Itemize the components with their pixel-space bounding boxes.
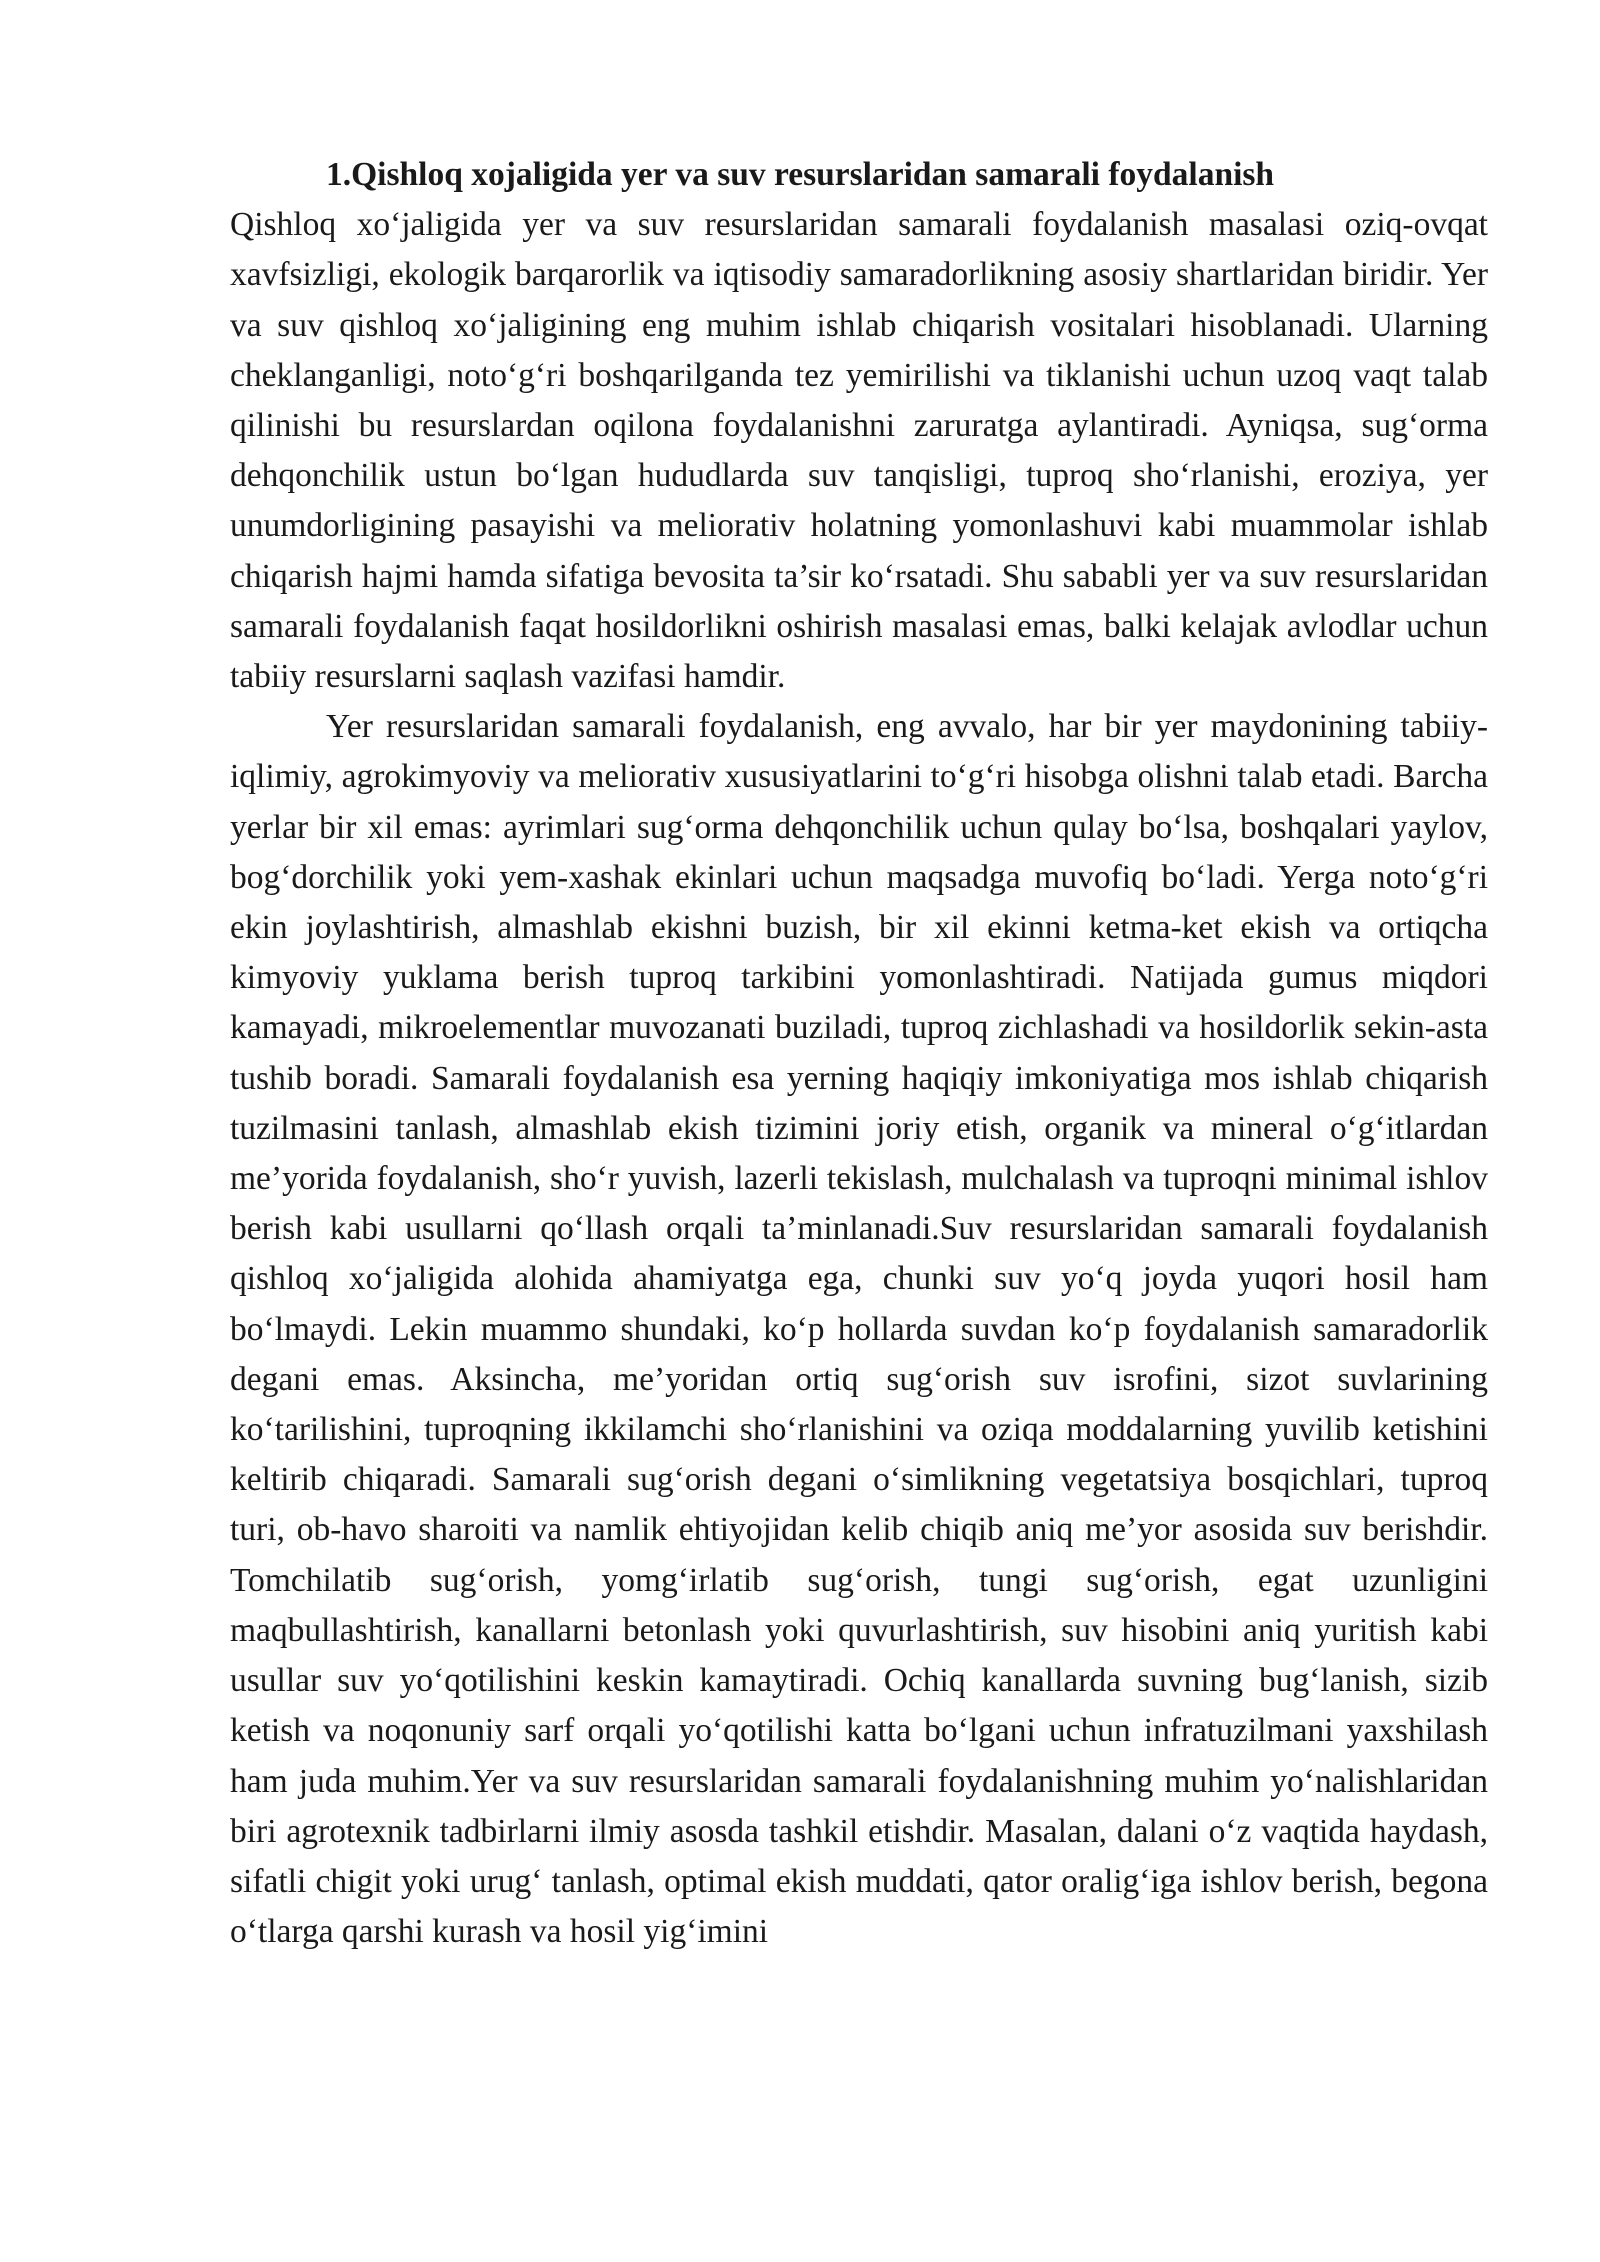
paragraph-land-water-resources: Yer resurslaridan samarali foydalanish, eng avvalo, har bir yer maydonining tabiiy-iqlimiy, agrokimyoviy va meliorativ xususiyatlarini to‘g‘ri hisobga olishni talab etadi. Barcha yerlar bir xil emas: ayrimlari sug‘orma dehqonchilik uchun qulay bo‘lsa, boshqalari yaylov, bog‘dorchilik yoki yem-xashak ekinlari uchun maqsadga muvofiq bo‘ladi. Yerga noto‘g‘ri ekin joylashtirish, almashlab ekishni buzish, bir xil ekinni ketma-ket ekish va ortiqcha kimyoviy yuklama berish tuproq tarkibini yomonlashtiradi. Natijada gumus miqdori kamayadi, mikroelementlar muvozanati buziladi, tuproq zichlashadi va hosildorlik sekin-asta tushib boradi. Samarali foydalanish esa yerning haqiqiy imkoniyatiga mos ishlab chiqarish tuzilmasini tanlash, almashlab ekish tizimini joriy etish, organik va mineral o‘g‘itlardan me’yorida foydalanish, sho‘r yuvish, lazerli tekislash, mulchalash va tuproqni minimal ishlov berish kabi usullarni qo‘llash orqali ta’minlanadi.Suv resurslaridan samarali foydalanish qishloq xo‘jaligida alohida ahamiyatga ega, chunki suv yo‘q joyda yuqori hosil ham bo‘lmaydi. Lekin muammo shundaki, ko‘p hollarda suvdan ko‘p foydalanish samaradorlik degani emas. Aksincha, me’yoridan ortiq sug‘orish suv isrofini, sizot suvlarining ko‘tarilishini, tuproqning ikkilamchi sho‘rlanishini va oziqa moddalarning yuvilib ketishini keltirib chiqaradi. Samarali sug‘orish degani o‘simlikning vegetatsiya bosqichlari, tuproq turi, ob-havo sharoiti va namlik ehtiyojidan kelib chiqib aniq me’yor asosida suv berishdir. Tomchilatib sug‘orish, yomg‘irlatib sug‘orish, tungi sug‘orish, egat uzunligini maqbullashtirish, kanallarni betonlash yoki quvurlashtirish, suv hisobini aniq yuritish kabi usullar suv yo‘qotilishini keskin kamaytiradi. Ochiq kanallarda suvning bug‘lanish, sizib ketish va noqonuniy sarf orqali yo‘qotilishi katta bo‘lgani uchun infratuzilmani yaxshilash ham juda muhim.Yer va suv resurslaridan samarali foydalanishning muhim yo‘nalishlaridan biri agrotexnik tadbirlarni ilmiy asosda tashkil etishdir. Masalan, dalani o‘z vaqtida haydash, sifatli chigit yoki urug‘ tanlash, optimal ekish muddati, qator oralig‘iga ishlov berish, begona o‘tlarga qarshi kurash va hosil yig‘imini — [230, 708, 1488, 1951]
document-title: 1.Qishloq xojaligida yer va suv resurslaridan samarali foydalanish — [326, 156, 1275, 193]
document-page — [230, 150, 1488, 1957]
paragraph-intro: Qishloq xo‘jaligida yer va suv resurslaridan samarali foydalanish masalasi oziq-ovqat xavfsizligi, ekologik barqarorlik va iqtisodiy samaradorlikning asosiy shartlaridan biridir. Yer va suv qishloq xo‘jaligining eng muhim ishlab chiqarish vositalari hisoblanadi. Ularning cheklanganligi, noto‘g‘ri boshqarilganda tez yemirilishi va tiklanishi uchun uzoq vaqt talab qilinishi bu resurslardan oqilona foydalanishni zaruratga aylantiradi. Ayniqsa, sug‘orma dehqonchilik ustun bo‘lgan hududlarda suv tanqisligi, tuproq sho‘rlanishi, eroziya, yer unumdorligining pasayishi va meliorativ holatning yomonlashuvi kabi muammolar ishlab chiqarish hajmi hamda sifatiga bevosita ta’sir ko‘rsatadi. Shu sababli yer va suv resurslaridan samarali foydalanish faqat hosildorlikni oshirish masalasi emas, balki kelajak avlodlar uchun tabiiy resurslarni saqlash vazifasi hamdir. — [230, 206, 1488, 696]
